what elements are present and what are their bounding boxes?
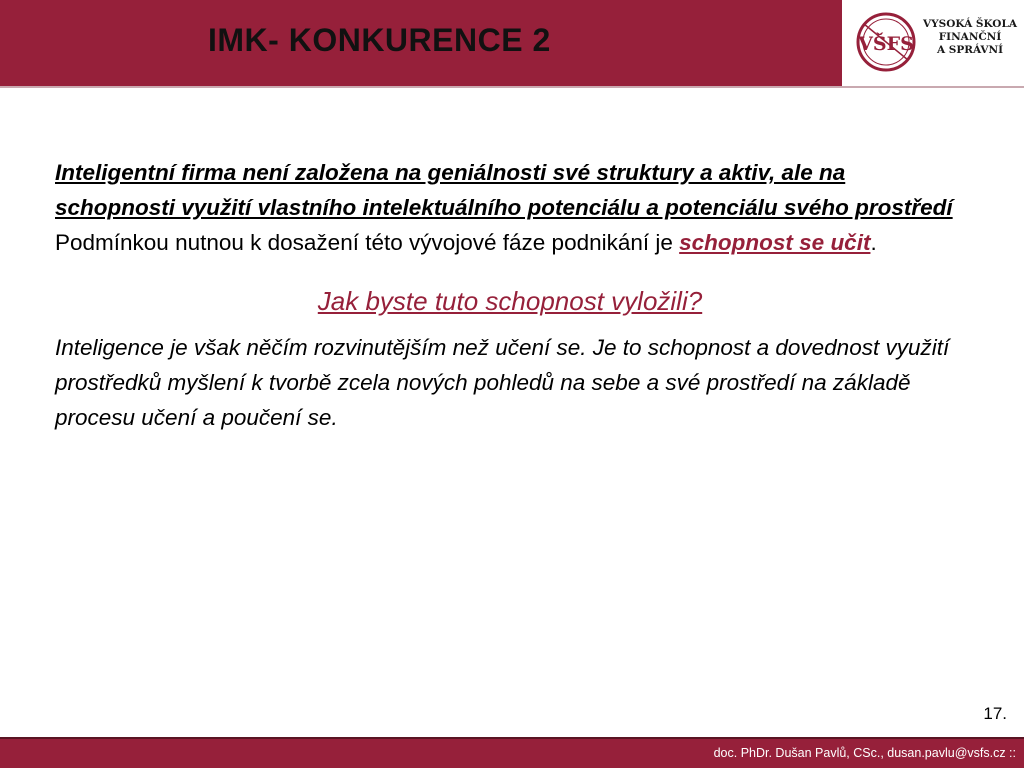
definition-paragraph: Inteligence je však něčím rozvinutějším než učení se. Je to schopnost a dovednost využití prostředků myšlení k tvorbě zcela nových pohledů na sebe a své prostředí na základě procesu učení a poučení se. — [55, 335, 950, 430]
school-name — [920, 18, 1020, 57]
logo-monogram: VŠFS — [858, 33, 914, 55]
vsfs-monogram-icon — [854, 10, 918, 74]
intro-rest: Podmínkou nutnou k dosažení této vývojové fáze podnikání je — [55, 230, 680, 255]
school-name-line3: A SPRÁVNÍ — [936, 44, 1004, 56]
header-divider — [0, 86, 1024, 88]
school-name-line1: VYSOKÁ ŠKOLA — [923, 18, 1017, 30]
page-number: 17. — [983, 704, 1007, 723]
footer-author: doc. PhDr. Dušan Pavlů, CSc., dusan.pavlu@vsfs.cz :: — [713, 746, 1016, 760]
intro-end: . — [870, 230, 877, 255]
header-bar — [0, 0, 842, 86]
slide-content — [55, 155, 965, 435]
intro-highlight: schopnost se učit — [679, 230, 871, 255]
slide-title: IMK- KONKURENCE 2 — [208, 22, 551, 58]
footer-bar — [0, 737, 1024, 768]
intro-paragraph — [55, 155, 965, 260]
school-name-line2: FINANČNÍ — [938, 31, 1002, 43]
discussion-question: Jak byste tuto schopnost vyložili? — [317, 286, 703, 316]
intro-emphasis: Inteligentní firma není založena na geniálnosti své struktury a aktiv, ale na schopnosti využití vlastního intelektuálního potenciálu a potenciálu svého prostředí — [55, 160, 953, 220]
footer-divider — [0, 737, 1024, 739]
school-logo — [842, 0, 1024, 86]
